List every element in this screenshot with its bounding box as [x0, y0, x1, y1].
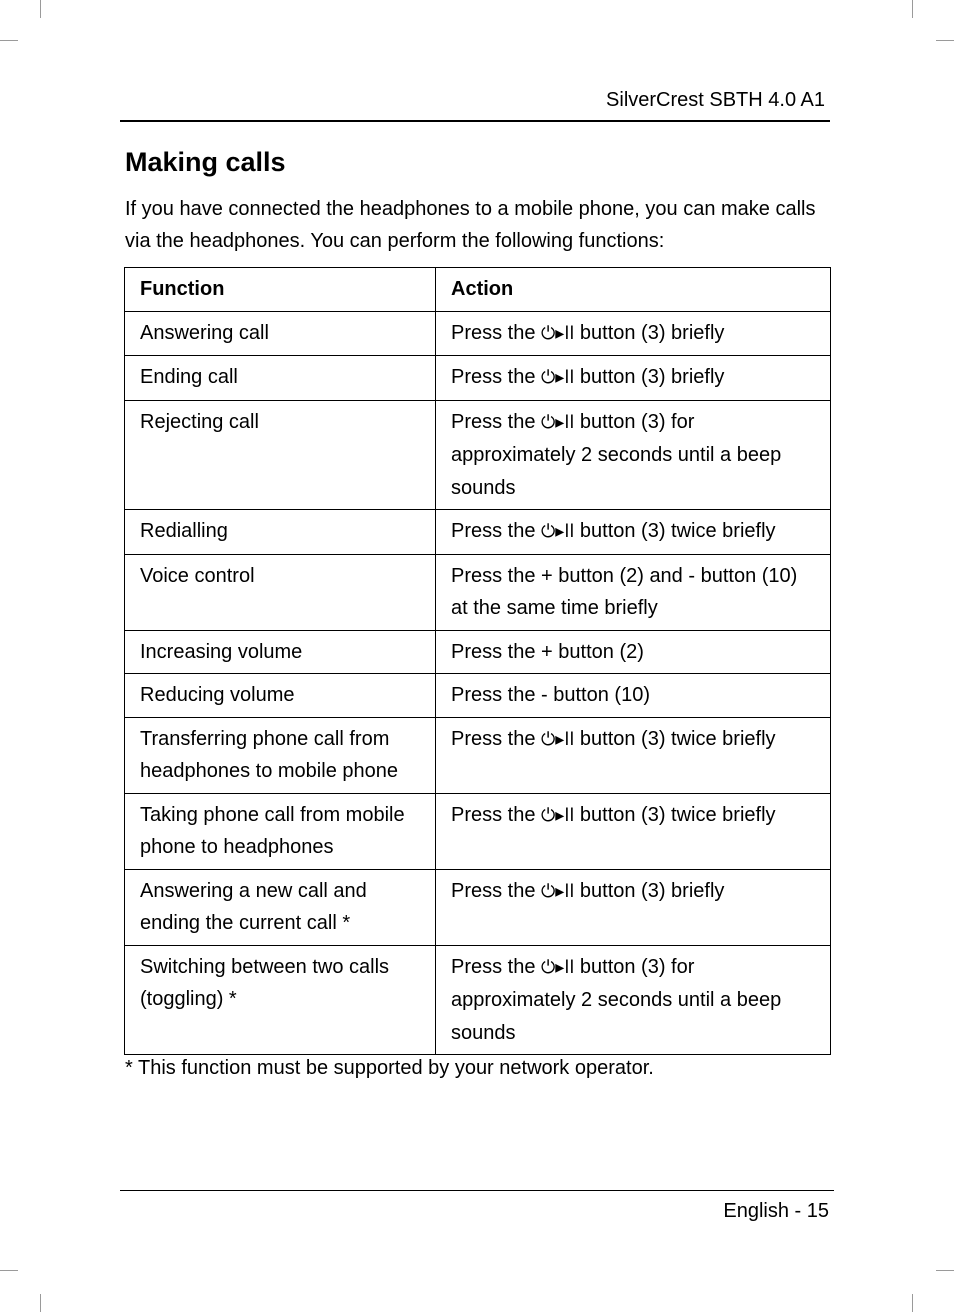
action-cell [436, 510, 831, 555]
function-cell: Taking phone call from mobile phone to headphones [125, 793, 436, 869]
crop-mark [912, 1294, 913, 1312]
action-cell [436, 945, 831, 1055]
action-text: button (3) briefly [574, 366, 725, 388]
column-header-function: Function [125, 268, 436, 312]
action-text: Press the - button (10) [451, 684, 650, 706]
action-text: Press the [451, 727, 542, 750]
footnote: * This function must be supported by your network operator. [125, 1057, 654, 1079]
action-text: button (3) twice briefly [574, 727, 776, 750]
action-cell [436, 793, 831, 869]
table-row [125, 674, 831, 718]
table-row [125, 510, 831, 555]
play-pause-icon: ⏻▸ll [541, 956, 575, 978]
footer-rule [120, 1190, 834, 1191]
table-row [125, 717, 831, 793]
action-text: Press the + button (2) [451, 640, 644, 663]
action-text: Press the [451, 520, 542, 542]
table-row [125, 400, 831, 510]
crop-mark [0, 1270, 18, 1271]
action-text: button (3) twice briefly [574, 520, 776, 542]
function-cell: Voice control [125, 554, 436, 630]
function-cell: Answering a new call and ending the current call * [125, 869, 436, 945]
function-cell: Ending call [125, 356, 436, 401]
table-body [125, 311, 831, 1055]
function-cell: Answering call [125, 311, 436, 356]
play-pause-icon: ⏻▸ll [541, 728, 575, 750]
action-cell [436, 630, 831, 674]
play-pause-icon: ⏻▸ll [541, 804, 575, 826]
crop-mark [40, 1294, 41, 1312]
crop-mark [912, 0, 913, 18]
function-cell: Reducing volume [125, 674, 436, 718]
table-row [125, 793, 831, 869]
action-text: Press the [451, 803, 542, 826]
function-cell: Redialling [125, 510, 436, 555]
table-header-row [125, 268, 831, 312]
action-text: button (3) for approximately 2 seconds until a beep sounds [451, 410, 782, 499]
column-header-action: Action [436, 268, 831, 312]
action-text: Press the [451, 321, 542, 344]
function-cell: Switching between two calls (toggling) * [125, 945, 436, 1055]
table-row [125, 554, 831, 630]
crop-mark [0, 40, 18, 41]
action-cell [436, 869, 831, 945]
action-text: Press the [451, 955, 542, 978]
header-rule [120, 120, 830, 122]
crop-mark [40, 0, 41, 18]
play-pause-icon: ⏻▸ll [541, 322, 575, 344]
crop-mark [936, 40, 954, 41]
action-text: Press the + button (2) and - button (10) at the same time briefly [451, 564, 798, 619]
page-number: English - 15 [723, 1200, 829, 1222]
action-text: button (3) briefly [574, 879, 725, 902]
table-row [125, 630, 831, 674]
action-text: button (3) twice briefly [574, 803, 776, 826]
action-text: Press the [451, 879, 542, 902]
action-cell [436, 400, 831, 510]
action-text: button (3) for approximately 2 seconds until a beep sounds [451, 955, 782, 1044]
action-cell [436, 554, 831, 630]
play-pause-icon: ⏻▸ll [541, 521, 575, 542]
function-cell: Transferring phone call from headphones to mobile phone [125, 717, 436, 793]
function-table [124, 267, 831, 1055]
action-cell [436, 356, 831, 401]
action-text: Press the [451, 366, 542, 388]
play-pause-icon: ⏻▸ll [541, 880, 575, 902]
action-text: Press the [451, 410, 542, 433]
section-title: Making calls [125, 147, 286, 177]
action-cell [436, 674, 831, 718]
function-cell: Rejecting call [125, 400, 436, 510]
play-pause-icon: ⏻▸ll [541, 367, 575, 388]
function-cell: Increasing volume [125, 630, 436, 674]
action-cell [436, 717, 831, 793]
running-header: SilverCrest SBTH 4.0 A1 [606, 89, 825, 111]
table-row [125, 945, 831, 1055]
play-pause-icon: ⏻▸ll [541, 411, 575, 433]
table-row [125, 869, 831, 945]
table-row [125, 311, 831, 356]
intro-paragraph: If you have connected the headphones to a mobile phone, you can make calls via the headphones. You can perform the following functions: [125, 198, 816, 252]
action-text: button (3) briefly [574, 321, 725, 344]
action-cell [436, 311, 831, 356]
crop-mark [936, 1270, 954, 1271]
table-row [125, 356, 831, 401]
